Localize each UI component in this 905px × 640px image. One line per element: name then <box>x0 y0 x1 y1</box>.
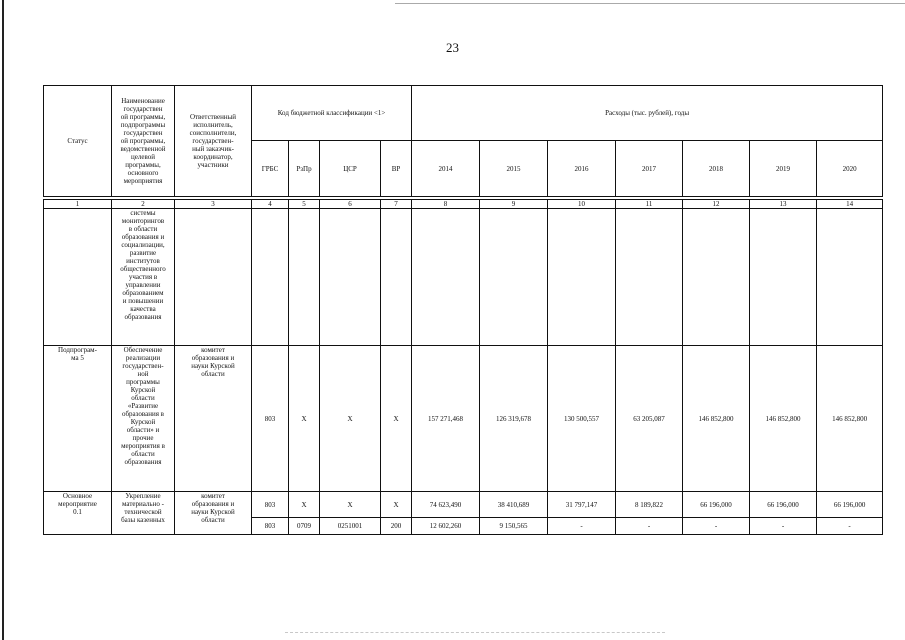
column-number: 5 <box>289 200 320 209</box>
column-number: 4 <box>252 200 289 209</box>
column-number: 2 <box>112 200 175 209</box>
header-year: 2015 <box>480 141 548 197</box>
table-row-continuation <box>44 209 883 346</box>
cell-empty <box>480 209 548 346</box>
header-year: 2014 <box>412 141 480 197</box>
header-expenses: Расходы (тыс. рублей), годы <box>412 86 883 141</box>
cell-name: Обеспечение реализации государствен- ной программы Курской области «Развитие образования в Курской области» и прочие мероприятия в области образования <box>112 346 175 492</box>
cell-empty <box>750 209 817 346</box>
table-row-subprogram5 <box>44 346 883 492</box>
cell-value-2015: 38 410,689 <box>480 492 548 518</box>
header-year: 2019 <box>750 141 817 197</box>
column-number: 1 <box>44 200 112 209</box>
header-executor: Ответственный исполнитель, соисполнители, государствен- ный заказчик- координатор, участники <box>175 86 252 197</box>
column-number-row <box>44 200 883 209</box>
header-year: 2018 <box>683 141 750 197</box>
cell-rzpr: Х <box>289 346 320 492</box>
cell-name-continuation: системы мониторингов в области образования и социализации, развитие институтов общественного участия в управлении образованием и повышении качества образования <box>112 209 175 346</box>
cell-value-2017: 63 205,087 <box>616 346 683 492</box>
cell-executor: комитет образования и науки Курской области <box>175 492 252 535</box>
cell-value-2014: 157 271,468 <box>412 346 480 492</box>
cell-rzpr: 0709 <box>289 518 320 535</box>
cell-value-2019: 66 196,000 <box>750 492 817 518</box>
cell-value-2020: 146 852,800 <box>817 346 883 492</box>
header-rzpr: РзПр <box>289 141 320 197</box>
cell-csr: Х <box>320 346 381 492</box>
cell-empty <box>175 209 252 346</box>
header-status: Статус <box>44 86 112 197</box>
column-number: 10 <box>548 200 616 209</box>
cell-empty <box>683 209 750 346</box>
column-number: 13 <box>750 200 817 209</box>
cell-empty <box>548 209 616 346</box>
cell-csr: Х <box>320 492 381 518</box>
cell-grbs: 803 <box>252 492 289 518</box>
cell-empty <box>44 209 112 346</box>
cell-value-2018: 66 196,000 <box>683 492 750 518</box>
header-budget-code: Код бюджетной классификации <1> <box>252 86 412 141</box>
header-year: 2020 <box>817 141 883 197</box>
cell-value-2017: - <box>616 518 683 535</box>
cell-value-2020: - <box>817 518 883 535</box>
header-year: 2016 <box>548 141 616 197</box>
cell-name: Укрепление материально - технической базы казенных <box>112 492 175 535</box>
column-number: 7 <box>381 200 412 209</box>
cell-status: Подпрограм- ма 5 <box>44 346 112 492</box>
column-number: 12 <box>683 200 750 209</box>
header-grbs: ГРБС <box>252 141 289 197</box>
cell-value-2018: 146 852,800 <box>683 346 750 492</box>
header-name: Наименование государствен ой программы, подпрограммы государствен ой программы, ведомственной целевой программы, основного мероприятия <box>112 86 175 197</box>
header-row-1 <box>44 86 883 141</box>
header-csr: ЦСР <box>320 141 381 197</box>
cell-empty <box>320 209 381 346</box>
cell-value-2015: 126 319,678 <box>480 346 548 492</box>
column-number: 6 <box>320 200 381 209</box>
page-number: 23 <box>446 40 459 55</box>
cell-csr: 0251001 <box>320 518 381 535</box>
cell-value-2017: 8 189,822 <box>616 492 683 518</box>
cell-value-2015: 9 150,565 <box>480 518 548 535</box>
cell-vr: 200 <box>381 518 412 535</box>
cell-value-2016: - <box>548 518 616 535</box>
cell-value-2019: - <box>750 518 817 535</box>
cell-status: Основное мероприятие 0.1 <box>44 492 112 535</box>
cell-grbs: 803 <box>252 346 289 492</box>
scan-top-edge <box>395 3 905 4</box>
cell-value-2014: 12 602,260 <box>412 518 480 535</box>
budget-table <box>43 85 883 535</box>
cell-empty <box>412 209 480 346</box>
cell-rzpr: Х <box>289 492 320 518</box>
cell-value-2016: 130 500,557 <box>548 346 616 492</box>
cell-value-2018: - <box>683 518 750 535</box>
header-vr: ВР <box>381 141 412 197</box>
cell-empty <box>381 209 412 346</box>
column-number: 9 <box>480 200 548 209</box>
cell-empty <box>252 209 289 346</box>
cell-executor: комитет образования и науки Курской области <box>175 346 252 492</box>
column-number: 11 <box>616 200 683 209</box>
cell-value-2020: 66 196,000 <box>817 492 883 518</box>
column-number: 14 <box>817 200 883 209</box>
cell-vr: Х <box>381 346 412 492</box>
cell-empty <box>289 209 320 346</box>
cell-value-2014: 74 623,490 <box>412 492 480 518</box>
column-number: 8 <box>412 200 480 209</box>
cell-vr: Х <box>381 492 412 518</box>
cell-empty <box>616 209 683 346</box>
scan-left-edge <box>2 0 4 640</box>
scan-bottom-edge <box>285 632 665 634</box>
cell-value-2016: 31 797,147 <box>548 492 616 518</box>
table-row-activity01-line1 <box>44 492 883 518</box>
header-year: 2017 <box>616 141 683 197</box>
cell-empty <box>817 209 883 346</box>
column-number: 3 <box>175 200 252 209</box>
cell-grbs: 803 <box>252 518 289 535</box>
cell-value-2019: 146 852,800 <box>750 346 817 492</box>
